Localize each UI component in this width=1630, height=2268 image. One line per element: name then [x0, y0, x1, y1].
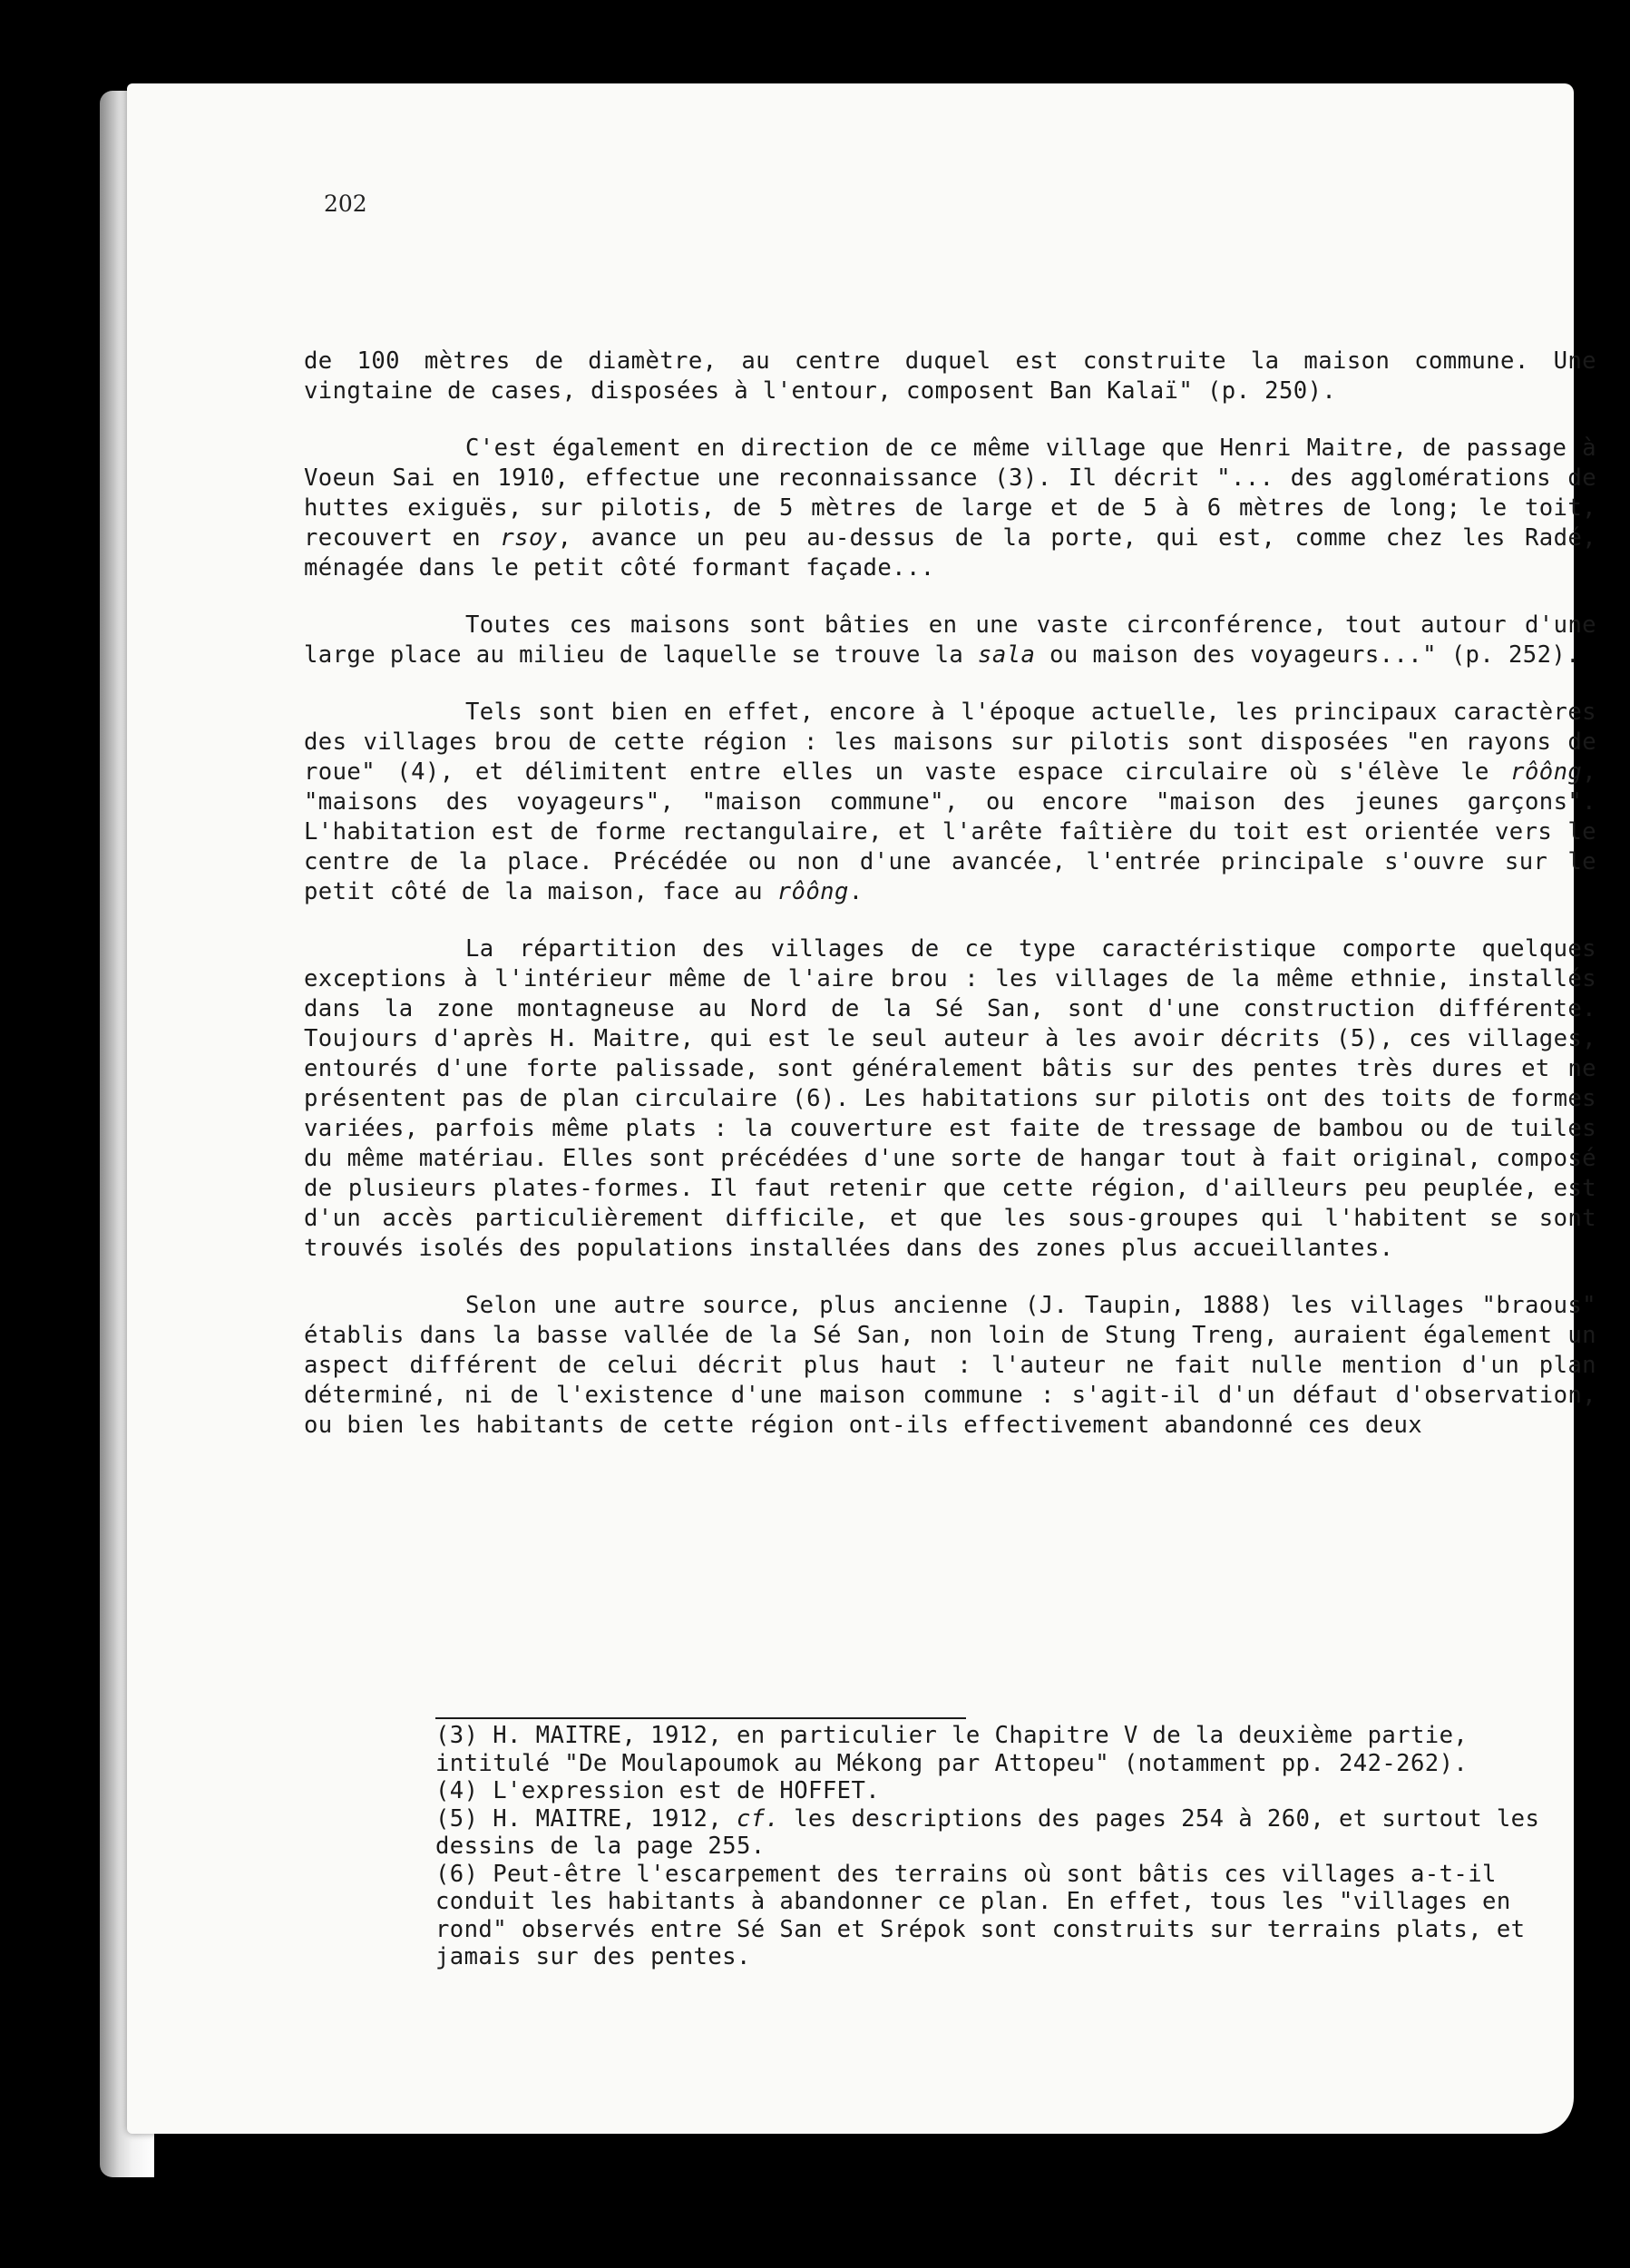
italic-term: cf.: [736, 1804, 780, 1833]
page-number: 202: [324, 191, 367, 217]
body-text: [304, 347, 1596, 1468]
paragraph: [304, 934, 1596, 1264]
text-run: (6) Peut-être l'escarpement des terrains où sont bâtis ces villages a-t-il conduit les habitants à abandonner ce plan. En effet, tous les "villages en rond" observés entre Sé San et Srépok sont construits sur terrains plats, et jamais sur des pentes.: [435, 1860, 1526, 1970]
paragraph: [304, 434, 1596, 583]
footnote-separator: [435, 1717, 966, 1719]
footnote: [435, 1861, 1565, 1971]
italic-term: rsoy: [500, 524, 558, 552]
paragraph: [304, 611, 1596, 670]
text-run: , "maisons des voyageurs", "maison commune", ou encore "maison des jeunes garçons". L'habitation est de forme rectangulaire, et l'arête faîtière du toit est orientée vers le centre de la place. Précédée ou non d'une avancée, l'entrée principale s'ouvre sur le petit côté de la maison, face au: [304, 758, 1596, 905]
text-run: de 100 mètres de diamètre, au centre duquel est construite la maison commune. Une vingtaine de cases, disposées à l'entour, composent Ban Kalaï" (p. 250).: [304, 347, 1596, 405]
footnote: [435, 1722, 1565, 1777]
footnote: [435, 1805, 1565, 1861]
text-run: (5) H. MAITRE, 1912,: [435, 1804, 737, 1833]
footnotes: [435, 1722, 1565, 1971]
text-run: Selon une autre source, plus ancienne (J. Taupin, 1888) les villages "braous" établis dans la basse vallée de la Sé San, non loin de Stung Treng, auraient également un aspect différent de celui décrit plus haut : l'auteur ne fait nulle mention d'un plan déterminé, ni de l'existence d'une maison commune : s'agit-il d'un défaut d'observation, ou bien les habitants de cette région ont-ils effectivement abandonné ces deux: [304, 1292, 1596, 1439]
italic-term: rôông: [776, 878, 849, 905]
text-run: ou maison des voyageurs..." (p. 252).: [1035, 641, 1580, 669]
text-run: , avance un peu au-dessus de la porte, qui est, comme chez les Radé, ménagée dans le petit côté formant façade...: [304, 524, 1597, 582]
italic-term: rôông: [1510, 758, 1583, 786]
paragraph: [304, 1291, 1596, 1441]
footnote: [435, 1777, 1565, 1805]
paragraph: [304, 347, 1596, 406]
text-run: Tels sont bien en effet, encore à l'époque actuelle, les principaux caractères des villages brou de cette région : les maisons sur pilotis sont disposées "en rayons de roue" (4), et délimitent entre elles un vaste espace circulaire où s'élève le: [304, 699, 1596, 786]
text-run: (3) H. MAITRE, 1912, en particulier le Chapitre V de la deuxième partie, intitulé "De Moulapoumok au Mékong par Attopeu" (notamment pp. 242-262).: [435, 1722, 1469, 1777]
text-run: les descriptions des pages 254 à 260, et surtout les dessins de la page 255.: [435, 1804, 1540, 1860]
text-run: .: [848, 878, 864, 905]
text-run: C'est également en direction de ce même village que Henri Maitre, de passage à Voeun Sai en 1910, effectue une reconnaissance (3). Il décrit "... des agglomérations de huttes exiguës, sur pilotis, de 5 mètres de large et de 5 à 6 mètres de long; le toit, recouvert en: [304, 435, 1596, 552]
text-run: (4) L'expression est de HOFFET.: [435, 1777, 881, 1804]
paragraph: [304, 698, 1596, 907]
italic-term: sala: [978, 641, 1036, 669]
text-run: La répartition des villages de ce type caractéristique comporte quelques exceptions à l'intérieur même de l'aire brou : les villages de la même ethnie, installés dans la zone montagneuse au Nord de la Sé San, sont d'une construction différente. Toujours d'après H. Maitre, qui est le seul auteur à les avoir décrits (5), ces villages, entourés d'une forte palissade, sont généralement bâtis sur des pentes très dures et ne présentent pas de plan circulaire (6). Les habitations sur pilotis ont des toits de formes variées, parfois même plats : la couverture est faite de tressage de bambou ou de tuiles du même matériau. Elles sont précédées d'une sorte de hangar tout à fait original, composé de plusieurs plates-formes. Il faut retenir que cette région, d'ailleurs peu peuplée, est d'un accès particulièrement difficile, et que les sous-groupes qui l'habitent se sont trouvés isolés des populations installées dans des zones plus accueillantes.: [304, 935, 1596, 1262]
text-run: Toutes ces maisons sont bâties en une vaste circonférence, tout autour d'une large place au milieu de laquelle se trouve la: [304, 611, 1596, 669]
